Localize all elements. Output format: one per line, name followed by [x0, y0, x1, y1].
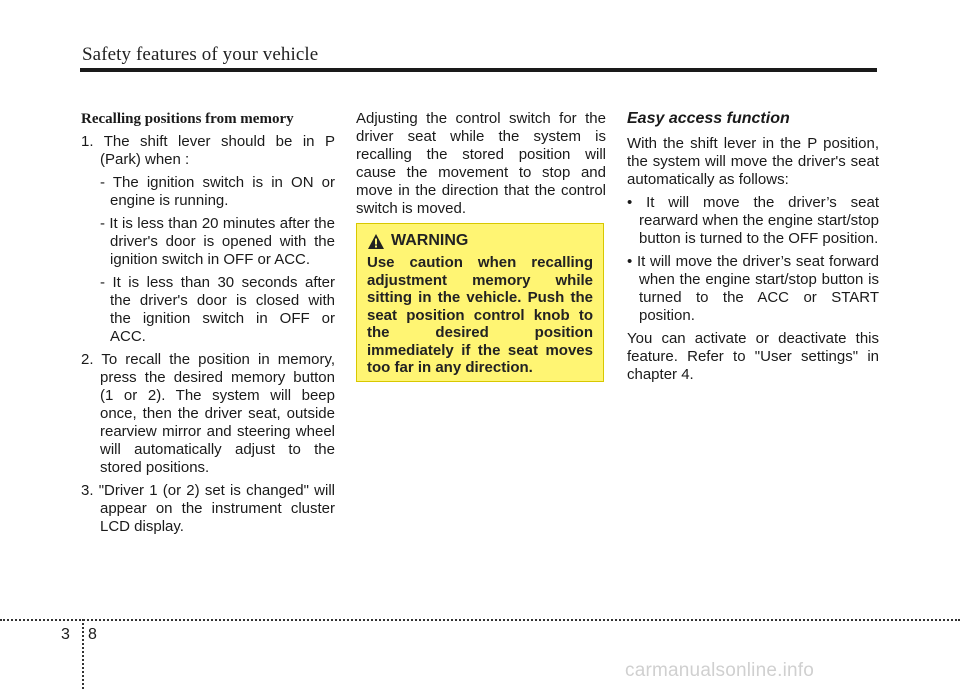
footer-divider: [82, 619, 84, 689]
watermark: carmanualsonline.info: [625, 660, 815, 681]
recalling-heading: Recalling positions from memory: [81, 111, 294, 127]
step-1-conditions: [81, 174, 335, 346]
warning-title: WARNING: [391, 232, 469, 249]
step-2: 2. To recall the position in memory, press the desired memory button (1 or 2). The system will beep once, then the driver seat, outside rearview mirror and steering wheel will automatically adjust to the stored positions.: [81, 351, 335, 476]
header-rule: [80, 68, 877, 72]
page-header-title: Safety features of your vehicle: [82, 44, 319, 65]
warning-body: Use caution when recalling adjustment memory while sitting in the vehicle. Push the seat position control knob to the desired position immediately if the seat moves too far in any direction.: [367, 254, 593, 376]
bullet-rearward: • It will move the driver’s seat rearward when the engine start/stop button is turned to the OFF position.: [627, 194, 879, 247]
adjusting-paragraph: Adjusting the control switch for the driver seat while the system is recalling the stored position will cause the movement to stop and move in the direction that the control switch is moved.: [356, 110, 606, 217]
easy-access-outro: You can activate or deactivate this feature. Refer to "User settings" in chapter 4.: [627, 330, 879, 383]
footer-rule: [0, 619, 960, 621]
left-column: [81, 110, 335, 541]
right-column: [627, 110, 879, 389]
condition-1: - The ignition switch is in ON or engine is running.: [100, 174, 335, 209]
condition-3: - It is less than 30 seconds after the driver's door is closed with the ignition switch in OFF or ACC.: [100, 274, 335, 345]
step-1: 1. The shift lever should be in P (Park) when :: [81, 133, 335, 168]
warning-triangle-icon: [367, 233, 385, 250]
condition-2: - It is less than 20 minutes after the driver's door is opened with the ignition switch in OFF or ACC.: [100, 215, 335, 268]
warning-header: [367, 232, 593, 250]
chapter-number: 3: [61, 626, 70, 643]
page-number: 8: [88, 626, 97, 643]
middle-column: [356, 110, 606, 223]
warning-box: [356, 223, 604, 382]
easy-access-heading: Easy access function: [627, 110, 790, 127]
easy-access-intro: With the shift lever in the P position, the system will move the driver's seat automatically as follows:: [627, 135, 879, 188]
step-3: 3. "Driver 1 (or 2) set is changed" will appear on the instrument cluster LCD display.: [81, 482, 335, 535]
bullet-forward: • It will move the driver’s seat forward when the engine start/stop button is turned to the ACC or START position.: [627, 253, 879, 324]
